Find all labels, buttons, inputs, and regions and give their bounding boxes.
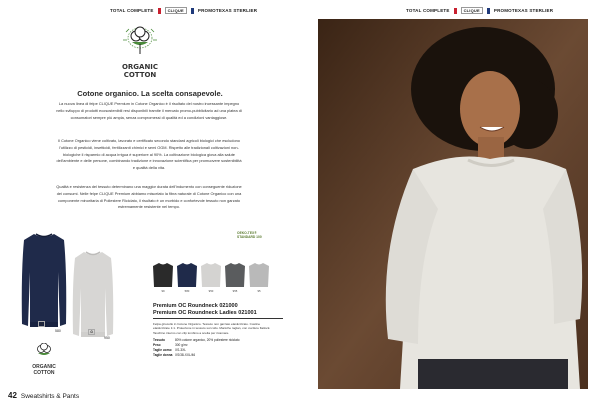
spec-row <box>153 343 188 348</box>
paragraph-organic: Il Cotone Organico viene coltivato, lavorato e certificato secondo standard agricoli biologici che escludono l'utilizzo di pesticidi, insetticidi, fertilizzanti chimici e semi OGM. Rispetto alle tradizionali coltivazioni non-biologiche il risparmio di acqua irrigua è superiore al 90%. La coltivazione biologica giova alla salute dell'ambiente e delle persone, combinando tradizione e innovazione scientifica per promuovere sostenibilità e qualità della vita. <box>56 138 242 171</box>
cotton-plant-icon <box>118 24 162 58</box>
color-variants <box>152 262 270 288</box>
oeko-line2: STANDARD 100 <box>237 235 262 239</box>
spec-row <box>153 348 186 353</box>
variant-anthracite <box>224 262 246 288</box>
oeko-line1: OEKO-TEX® <box>237 231 257 235</box>
section-name: Sweatshirts & Pants <box>20 393 80 400</box>
variant-navy <box>176 262 198 288</box>
swatch-label: ♻ <box>90 330 94 334</box>
cotton-badge-small-line2: COTTON <box>33 370 55 376</box>
product-description: Felpa girocollo in Cotone Organico. Tessuto non garzato elasticizzato. Costine elasticizzate 1:1. Protezione in tessuto sul collo. Maniche raglan, con cuciture flatlock. Taschino interno con clip lombino a scelta per ricamare. <box>153 322 271 335</box>
product-title <box>153 303 257 316</box>
header-label: PROMOTEXAS STERLIER <box>197 8 258 13</box>
cotton-badge-line2: COTTON <box>123 71 157 79</box>
variant-code: 99 <box>161 289 165 293</box>
spec-key: Taglie uomo <box>153 348 172 352</box>
variant-grey <box>248 262 270 288</box>
product-title-1: Premium OC Roundneck 021000 <box>153 303 238 309</box>
spec-key: Tessuto <box>153 338 165 342</box>
page-headline: Cotone organico. La scelta consapevole. <box>77 89 223 98</box>
variant-light-grey <box>200 262 222 288</box>
left-header <box>110 7 257 14</box>
right-header <box>406 7 553 14</box>
spec-key: Taglie donna <box>153 353 173 357</box>
cotton-plant-icon <box>33 343 55 359</box>
variant-codes <box>152 289 270 293</box>
spec-key: Peso <box>153 343 161 347</box>
variant-code: 580 <box>184 289 190 293</box>
cotton-badge-small-line1: ORGANIC <box>32 364 56 370</box>
spec-value: XS-3XL <box>175 348 186 352</box>
header-label: TOTAL COMPLETE <box>110 8 154 13</box>
grey-color-code: 950 <box>104 336 110 340</box>
header-label: PROMOTEXAS STERLIER <box>493 8 554 13</box>
variant-code: 955 <box>232 289 238 293</box>
spec-row <box>153 353 195 358</box>
brand-logo: CLIQUE <box>461 7 483 14</box>
paragraph-intro: La nuova linea di felpe CLIQUE Premium in Cotone Organico è il risultato del nostro incessante impegno nello sviluppo di prodotti ecosostenibili resi disponibili tramite il mercato promo-pubblicitario ad una platea di consumatori sempre più ampia, senza compromessi di qualità ed a condizioni vantaggiose. <box>56 101 242 120</box>
brand-logo: CLIQUE <box>165 7 187 14</box>
organic-cotton-badge <box>118 24 162 82</box>
spec-value: 300 g/m² <box>175 343 188 347</box>
flag-icon <box>191 8 194 14</box>
product-title-2: Premium OC Roundneck Ladies 021001 <box>153 309 257 316</box>
spec-value: 80% cotone organico, 20% poliestere riciclato <box>175 338 240 342</box>
header-label: TOTAL COMPLETE <box>406 8 450 13</box>
navy-color-code: 580 <box>55 329 61 333</box>
flag-icon <box>487 8 490 14</box>
model-illustration <box>318 19 588 389</box>
variant-code: 950 <box>208 289 214 293</box>
navy-sweater-image <box>20 232 68 330</box>
variant-code: 95 <box>257 289 261 293</box>
divider <box>153 318 283 319</box>
spec-row <box>153 338 240 343</box>
swatch-label: ♻ <box>40 322 44 326</box>
model-photo <box>318 19 588 389</box>
oeko-tex-badge <box>237 231 262 239</box>
paragraph-quality: Qualità e resistenza del tessuto determinano una maggior durata dell'indumento con conseguente riduzione dei consumi. Nelle felpe CLIQUE Premium abbiamo miscelato la fibra naturale di Cotone Organico con una componente minoritaria di Poliestere Riciclato, il risultato è un morbido e confortevole tessuto non garzato estremamente resistente nel tempo. <box>56 184 242 210</box>
spec-value: XS/38-XXL/46 <box>175 353 196 357</box>
page-footer <box>8 391 79 400</box>
grey-sweater-image <box>71 250 115 340</box>
cotton-badge-line1: ORGANIC <box>121 63 159 71</box>
flag-icon <box>454 8 457 14</box>
page-number: 42 <box>8 391 17 400</box>
organic-cotton-badge-small <box>26 343 62 376</box>
variant-black <box>152 262 174 288</box>
flag-icon <box>158 8 161 14</box>
